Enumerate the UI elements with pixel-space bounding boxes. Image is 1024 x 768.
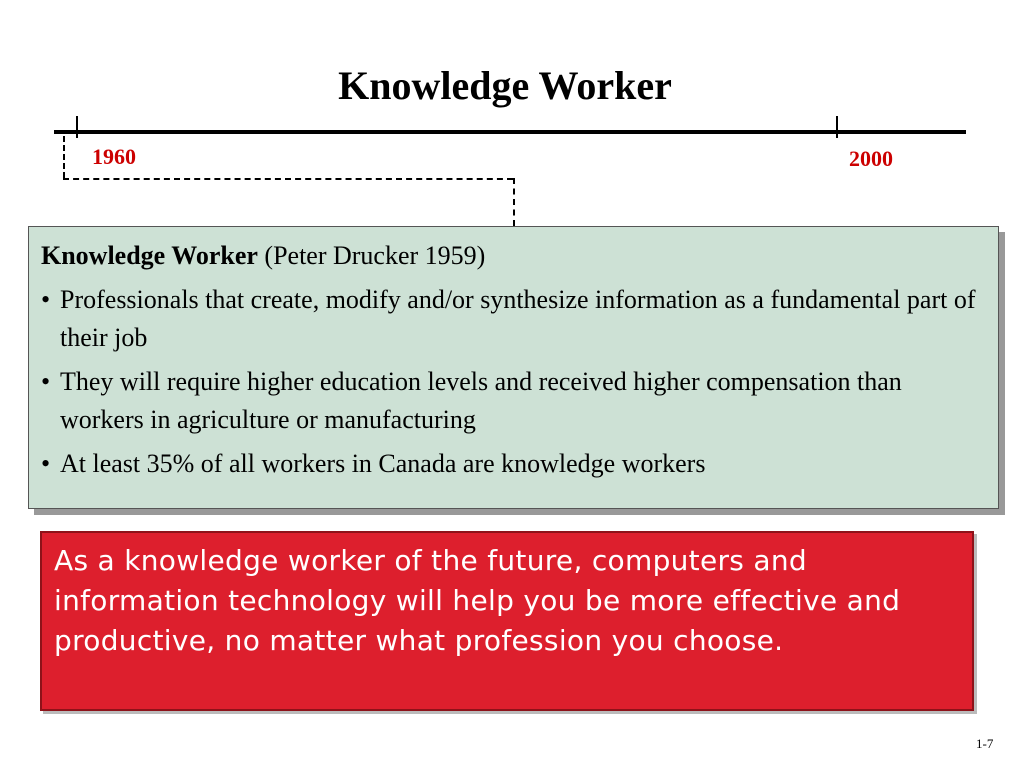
connector-line-vertical-end — [513, 178, 515, 226]
timeline-tick-start — [76, 116, 78, 138]
bullet-item — [41, 281, 986, 357]
timeline-year-end: 2000 — [849, 146, 893, 171]
definition-box — [28, 226, 999, 509]
connector-line-horizontal — [63, 178, 513, 180]
bullet-item — [41, 363, 986, 439]
connector-line-vertical-start — [63, 136, 65, 178]
bullet-dot-icon: • — [41, 367, 51, 396]
definition-source: (Peter Drucker 1959) — [257, 241, 486, 270]
slide-title: Knowledge Worker — [338, 63, 672, 108]
definition-term: Knowledge Worker — [41, 241, 258, 270]
callout-text: As a knowledge worker of the future, computers and information technology will help you be more effective and productive, no matter what profession you choose. — [54, 544, 901, 657]
timeline-tick-end — [836, 116, 838, 138]
timeline-year-start: 1960 — [92, 144, 136, 169]
bullet-text: Professionals that create, modify and/or synthesize information as a fundamental part of their job — [60, 285, 976, 352]
timeline-bar — [54, 130, 966, 134]
page-number: 1-7 — [976, 736, 994, 751]
bullet-dot-icon: • — [41, 449, 51, 478]
callout-box — [40, 531, 974, 711]
definition-heading — [41, 237, 986, 275]
bullet-item — [41, 445, 986, 483]
bullet-dot-icon: • — [41, 285, 51, 314]
bullet-text: They will require higher education levels and received higher compensation than workers in agriculture or manufacturing — [60, 367, 902, 434]
bullet-text: At least 35% of all workers in Canada are knowledge workers — [60, 449, 706, 478]
